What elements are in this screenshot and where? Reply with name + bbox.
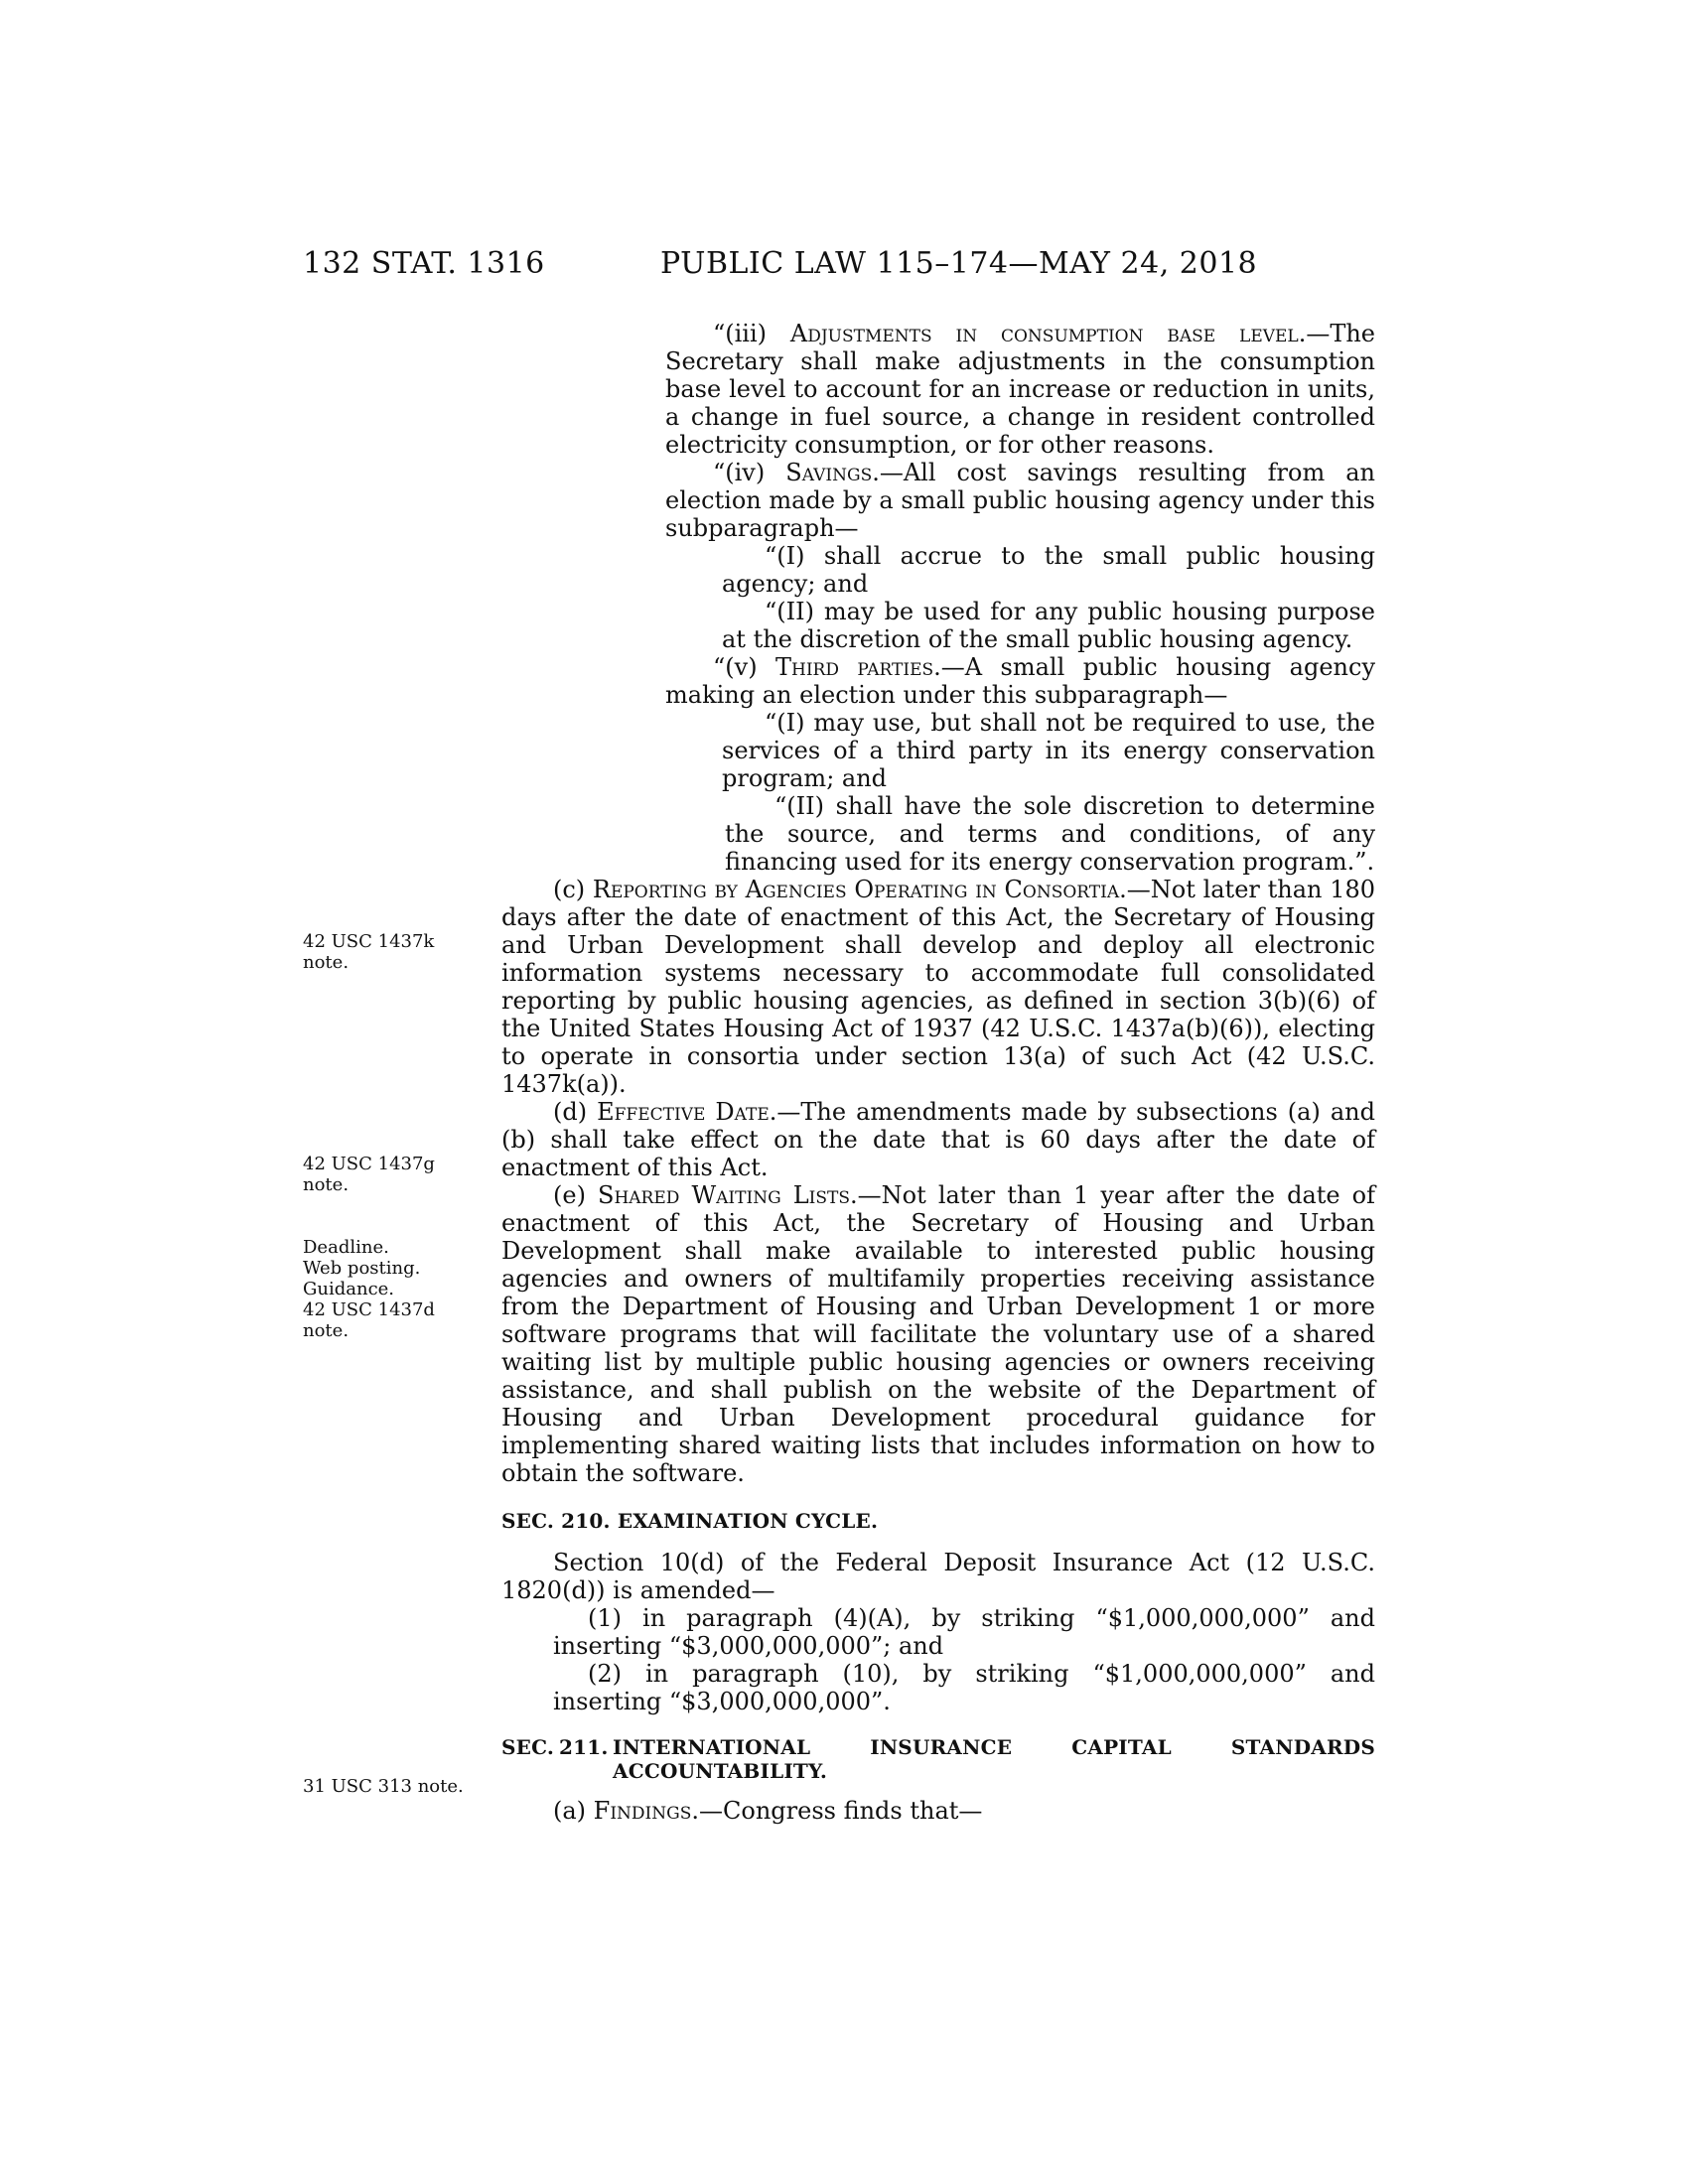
clause-iv: “(iv) Savings.—All cost savings resulting from an election made by a small public housing agency under this subparagraph— <box>665 459 1376 542</box>
margin-note-1437g: 42 USC 1437g note. <box>303 1154 435 1195</box>
margin-note-1437d: Deadline. Web posting. Guidance. 42 USC 1437d note. <box>303 1237 435 1341</box>
page-running-head: PUBLIC LAW 115–174—MAY 24, 2018 <box>660 246 1258 281</box>
subclause-iv-I: “(I) shall accrue to the small public housing agency; and <box>722 542 1375 598</box>
main-text <box>501 320 1375 1825</box>
page-stat-citation: 132 STAT. 1316 <box>303 246 545 281</box>
section-211-subsection-a: (a) Findings.—Congress finds that— <box>553 1797 983 1825</box>
clause-v: “(v) Third parties.—A small public housing agency making an election under this subparagraph— <box>665 653 1376 709</box>
section-210-intro: Section 10(d) of the Federal Deposit Insurance Act (12 U.S.C. 1820(d)) is amended— <box>501 1549 1375 1604</box>
subclause-v-II: “(II) shall have the sole discretion to determine the source, and terms and conditions, of any financing used for its energy conservation program.”. <box>725 792 1375 876</box>
section-210-heading: SEC. 210. EXAMINATION CYCLE. <box>501 1509 879 1533</box>
subsection-c: (c) Reporting by Agencies Operating in Consortia.—Not later than 180 days after the date of enactment of this Act, the Secretary of Housing and Urban Development shall develop and deploy all electronic information systems necessary to accommodate full consolidated reporting by public housing agencies, as defined in section 3(b)(6) of the United States Housing Act of 1937 (42 U.S.C. 1437a(b)(6)), electing to operate in consortia under section 13(a) of such Act (42 U.S.C. 1437k(a)). <box>501 876 1375 1098</box>
section-210-para-1: (1) in paragraph (4)(A), by striking “$1,000,000,000” and inserting “$3,000,000,000”; and <box>553 1604 1375 1660</box>
clause-iii: “(iii) Adjustments in consumption base level.—The Secretary shall make adjustments in the consumption base level to account for an increase or reduction in units, a change in fuel source, a change in resident controlled electricity consumption, or for other reasons. <box>665 320 1375 459</box>
subsection-d: (d) Effective Date.—The amendments made by subsections (a) and (b) shall take effect on the date that is 60 days after the date of enactment of this Act. <box>501 1098 1375 1181</box>
subsection-e: (e) Shared Waiting Lists.—Not later than 1 year after the date of enactment of this Act, the Secretary of Housing and Urban Development shall make available to interested public housing agencies and owners of multifamily properties receiving assistance from the Department of Housing and Urban Development 1 or more software programs that will facilitate the voluntary use of a shared waiting list by multiple public housing agencies or owners receiving assistance, and shall publish on the website of the Department of Housing and Urban Development procedural guidance for implementing shared waiting lists that includes information on how to obtain the software. <box>501 1181 1376 1487</box>
margin-note-1437k: 42 USC 1437k note. <box>303 931 435 973</box>
section-211-heading: SEC. 211. INTERNATIONAL INSURANCE CAPITAL STANDARDS ACCOUNTABILITY. <box>501 1735 1375 1783</box>
subclause-v-I: “(I) may use, but shall not be required to use, the services of a third party in its energy conservation program; and <box>722 709 1375 792</box>
margin-note-313: 31 USC 313 note. <box>303 1776 464 1797</box>
section-210-para-2: (2) in paragraph (10), by striking “$1,000,000,000” and inserting “$3,000,000,000”. <box>553 1660 1375 1715</box>
subclause-iv-II: “(II) may be used for any public housing purpose at the discretion of the small public housing agency. <box>722 598 1375 653</box>
